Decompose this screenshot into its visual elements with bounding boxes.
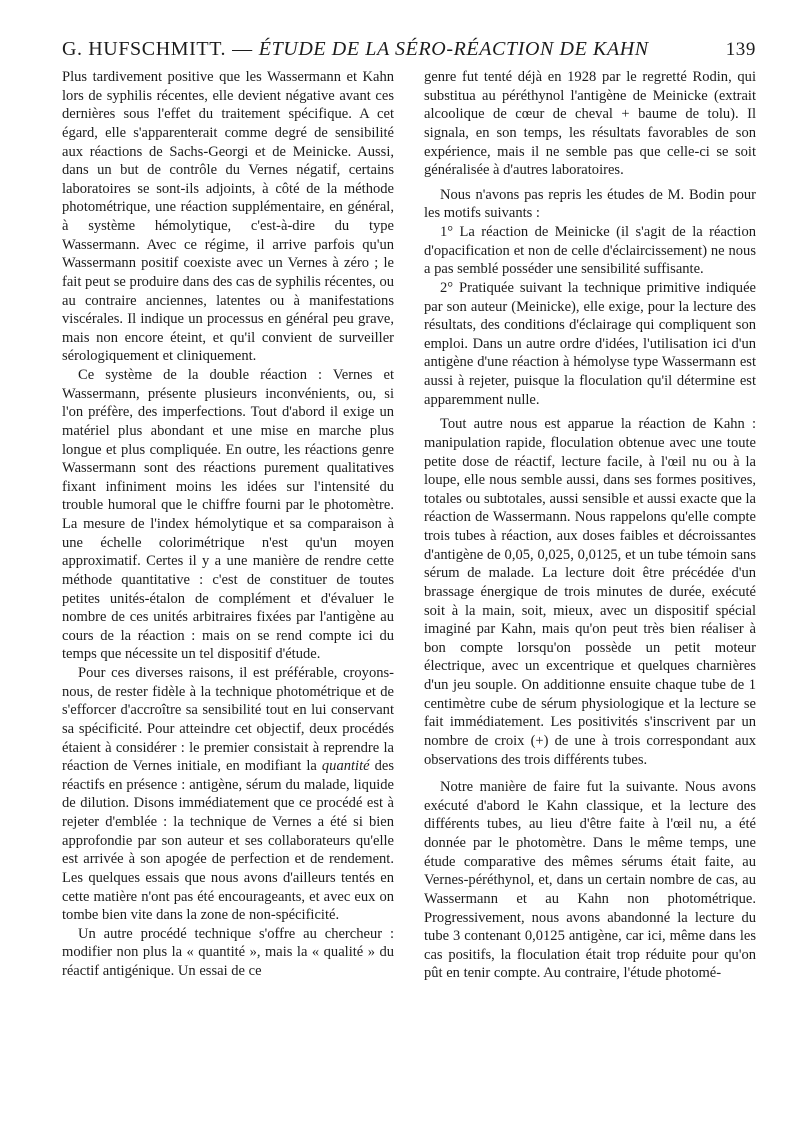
text-columns (62, 68, 756, 983)
paragraph: Notre manière de faire fut la suivante. Nous avons exécuté d'abord le Kahn classique, et la lecture des différents tubes, au lieu d'être faite à l'œil nu, a été donnée par le photomètre. Dans le même temps, une étude comparative des mêmes sérums était faite, au Vernes-péréthynol, et, dans un certain nombre de cas, au Wassermann et au Kahn non photométrique. Progressivement, nous avons abandonné la lecture du tube 3 contenant 0,0125 antigène, car ici, même dans les cas positifs, la floculation était trop réduite pour qu'on pût en tenir compte. Au contraire, l'étude photomé- (424, 779, 756, 982)
italic-emphasis: quantité (321, 758, 370, 775)
title-dash: — (232, 38, 253, 60)
paragraph-text: Pour ces diverses raisons, il est préférable, croyons-nous, de rester fidèle à la technique photométrique et de s'efforcer d'accroître sa sensibilité tout en lui conservant sa spécificité. Pour atteindre cet objectif, deux procédés étaient à considérer : le premier consistait à reprendre la réaction de Vernes initiale, en modifiant la (62, 665, 394, 775)
paragraph: Ce système de la double réaction : Vernes et Wassermann, présente plusieurs inconvénients, ou, si l'on préfère, des imperfections. Tout d'abord il exige un matériel plus abondant et une mise en marche plus longue et plus compliquée. En outre, les réactions genre Wassermann sont des réactions purement qualitatives fixant infiniment moins les idées sur l'intensité du trouble humoral que le chiffre fourni par le photomètre. La mesure de l'index hémolytique et sa comparaison à une échelle colorimétrique n'est qu'un moyen approximatif. Certes il y a une manière de rendre cette méthode quantitative : c'est de constituer de toutes petites unités-étalon de complément et d'évaluer le nombre de ces unités arbitraires fixées par l'antigène au cours de la réaction : mais on se rend compte ici du temps que nécessite un tel dispositif d'étude. (62, 367, 394, 663)
author-name: G. HUFSCHMITT. (62, 38, 227, 60)
page-number: 139 (725, 39, 756, 60)
paragraph: Nous n'avons pas repris les études de M. Bodin pour les motifs suivants : (424, 186, 756, 222)
paragraph: Plus tardivement positive que les Wassermann et Kahn lors de syphilis récentes, elle devient négative avant ces dernières sous l'effet du traitement spécifique. A cet égard, elle s'apparenterait comme degré de sensibilité aux réactions de Sachs-Georgi et de Meinicke. Aussi, dans un but de contrôle du Vernes négatif, certains laboratoires se sont-ils adjoints, à côté de la méthode photométrique, une réaction supplémentaire, en général, à système hémolytique, c'est-à-dire du type Wassermann. Avec ce régime, il arrive parfois qu'un Wassermann positif coexiste avec un Vernes à zéro ; le fait peut se produire dans des cas de syphilis récentes, ou au contraire anciennes, latentes ou à manifestations viscérales. Il indique un processus en général peu grave, mais non encore éteint, et qu'il convient de surveiller sérologiquement et cliniquement. (62, 69, 394, 365)
left-column (62, 68, 394, 983)
paragraph: Un autre procédé technique s'offre au chercheur : modifier non plus la « quantité », mais la « qualité » du réactif antigénique. Un essai de ce (62, 925, 394, 979)
paragraph (62, 664, 394, 925)
running-head (62, 38, 756, 61)
paragraph: genre fut tenté déjà en 1928 par le regretté Rodin, qui substitua au péréthynol l'antigène de Meinicke (extrait alcoolique de cœur de cheval + baume de tolu). Il signala, en son temps, les résultats favorables de son expérience, mais il ne semble pas que celle-ci se soit généralisée à d'autres laboratoires. (424, 69, 756, 179)
paragraph: Tout autre nous est apparue la réaction de Kahn : manipulation rapide, floculation obtenue avec une toute petite dose de réactif, lecture facile, à l'œil nu ou à la loupe, elle nous semble aussi, dans ses formes positives, totales ou subtotales, aussi sensible et aussi exacte que la réaction de Wassermann. Nous rappelons qu'elle compte trois tubes à réaction, aux doses faibles et décroissantes d'antigène de 0,05, 0,025, 0,0125, et un tube témoin sans sérum de malade. La lecture doit être précédée d'un brassage énergique de trois minutes de durée, exécuté soit à la main, soit, mieux, avec un dispositif spécial imaginé par Kahn, mais qu'on peut très bien réaliser à bon compte lorsqu'on possède un petit moteur électrique, avec un excentrique et quelques charnières d'un jeu souple. On additionne ensuite chaque tube de 1 centimètre cube de sérum physiologique et la lecture se fait immédiatement. Les positivités s'inscrivent par un nombre de croix (+) de une à trois correspondant aux observations des trois différents tubes. (424, 416, 756, 768)
paragraph: 1° La réaction de Meinicke (il s'agit de la réaction d'opacification et non de celle d'éclaircissement) ne nous a pas semblé posséder une sensibilité suffisante. (424, 224, 756, 278)
paragraph-text: des réactifs en présence : antigène, sérum du malade, liquide de dilution. Disons immédiatement que ce procédé est à rejeter d'emblée : la technique de Vernes a été si bien approfondie par son auteur et ses collaborateurs qu'elle est arrivée à son apogée de perfection et de rendement. Les quelques essais que nous avons d'ailleurs tentés en cette matière n'ont pas été encourageants, et avec eux on tombe bien vite dans la zone de non-spécificité. (62, 758, 395, 924)
right-column (424, 68, 756, 983)
paragraph: 2° Pratiquée suivant la technique primitive indiquée par son auteur (Meinicke), elle exige, pour la lecture des résultats, des conditions d'éclairage qui compliquent son emploi. Dans un autre ordre d'idées, l'utilisation ici d'un antigène d'une réaction à hémolyse type Wassermann est aussi à rejeter, puisque la floculation qu'il détermine est apparemment nulle. (424, 279, 756, 408)
running-title (62, 38, 649, 61)
article-title: ÉTUDE DE LA SÉRO-RÉACTION DE KAHN (258, 38, 649, 60)
